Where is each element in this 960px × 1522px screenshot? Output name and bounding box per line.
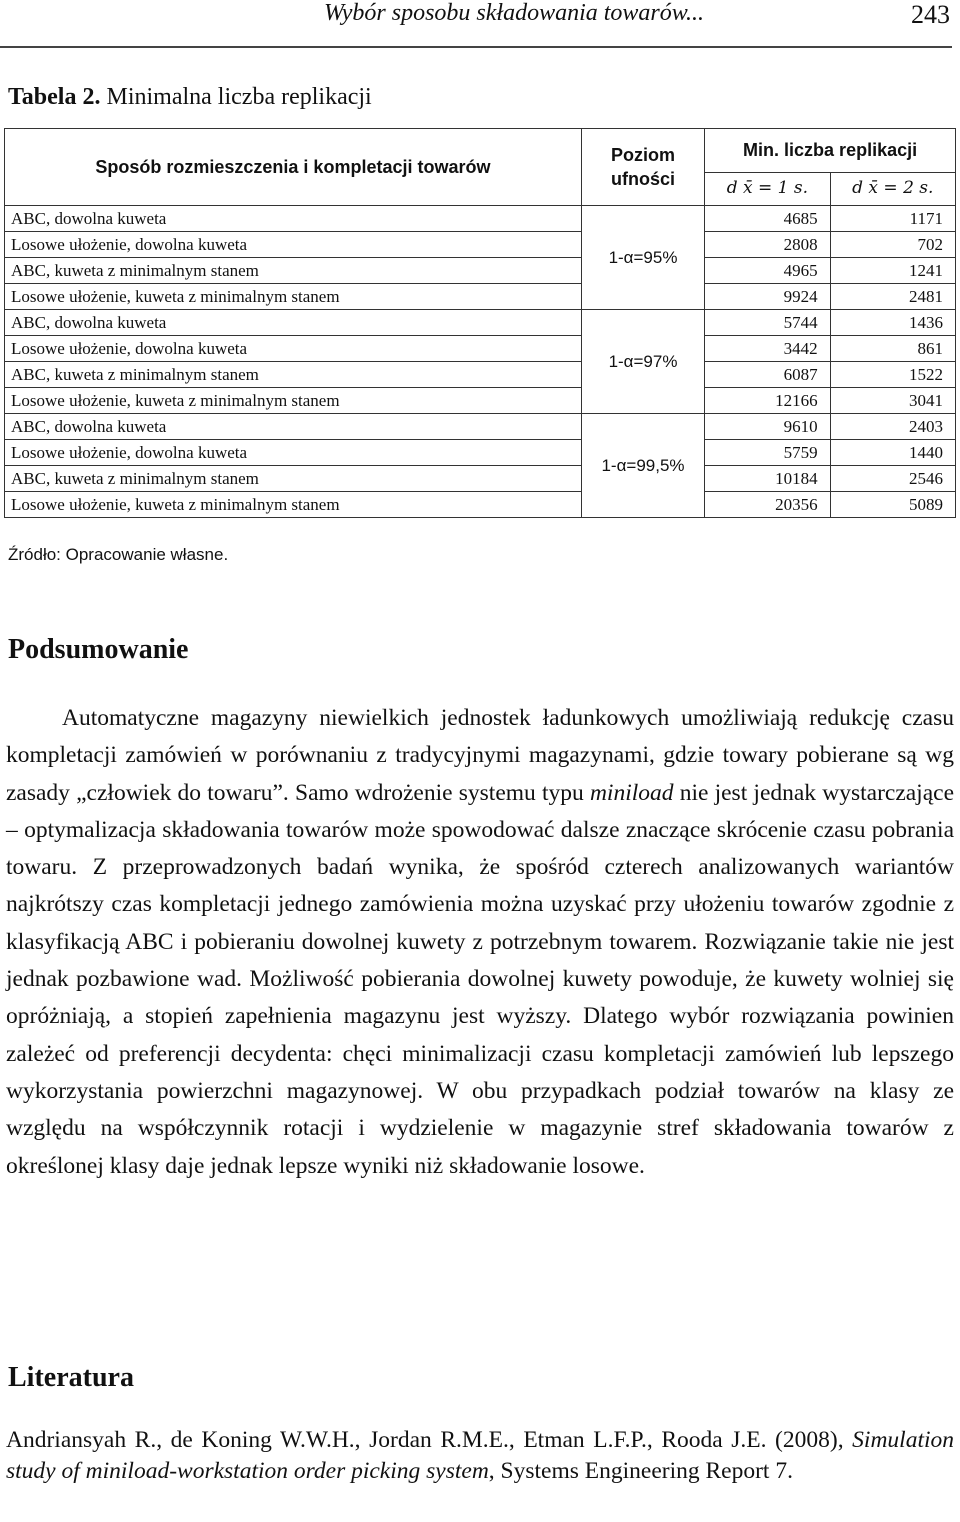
cell-method: ABC, dowolna kuweta bbox=[5, 206, 582, 232]
table-row bbox=[5, 466, 956, 492]
reference-title: Simulation study of miniload-workstation order picking system bbox=[6, 1427, 955, 1484]
cell-replications-2s: 861 bbox=[830, 336, 955, 362]
cell-replications-2s: 2403 bbox=[830, 414, 955, 440]
table-row bbox=[5, 440, 956, 466]
table-caption-label: Tabela 2. bbox=[8, 84, 101, 110]
summary-text-a: Automatyczne magazyny niewielkich jednostek ładunkowych umożliwiają redukcję czasu kompletacji zamówień w porównaniu z tradycyjnymi magazynami, gdzie towary pobierane są wg zasady „człowiek do towaru”. Samo wdrożenie systemu typu bbox=[6, 705, 954, 806]
table-row bbox=[5, 362, 956, 388]
literature-heading: Literatura bbox=[8, 1362, 134, 1393]
cell-confidence-level: 1-α=95% bbox=[581, 206, 704, 310]
table-row bbox=[5, 258, 956, 284]
cell-replications-1s: 20356 bbox=[705, 492, 830, 518]
cell-replications-2s: 1522 bbox=[830, 362, 955, 388]
summary-term-miniload: miniload bbox=[589, 779, 674, 806]
cell-replications-2s: 1171 bbox=[830, 206, 955, 232]
cell-method: Losowe ułożenie, dowolna kuweta bbox=[5, 232, 582, 258]
reference-authors: Andriansyah R., de Koning W.W.H., Jordan R.M.E., Etman L.F.P., Rooda J.E. (2008), bbox=[6, 1427, 844, 1453]
cell-replications-2s: 3041 bbox=[830, 388, 955, 414]
running-title: Wybór sposobu składowania towarów... bbox=[323, 0, 704, 26]
cell-replications-2s: 2546 bbox=[830, 466, 955, 492]
cell-method: Losowe ułożenie, dowolna kuweta bbox=[5, 336, 582, 362]
cell-replications-1s: 3442 bbox=[705, 336, 830, 362]
header-method: Sposób rozmieszczenia i kompletacji towarów bbox=[5, 129, 582, 206]
cell-replications-2s: 1436 bbox=[830, 310, 955, 336]
table-row bbox=[5, 232, 956, 258]
summary-paragraph bbox=[6, 700, 954, 1185]
summary-body bbox=[6, 700, 954, 1185]
table-caption bbox=[8, 84, 372, 111]
table-row bbox=[5, 284, 956, 310]
table-row bbox=[5, 336, 956, 362]
cell-replications-2s: 1440 bbox=[830, 440, 955, 466]
summary-heading: Podsumowanie bbox=[8, 634, 189, 665]
cell-confidence-level: 1-α=97% bbox=[581, 310, 704, 414]
cell-method: Losowe ułożenie, kuweta z minimalnym stanem bbox=[5, 492, 582, 518]
table-caption-text: Minimalna liczba replikacji bbox=[106, 84, 372, 110]
cell-replications-2s: 702 bbox=[830, 232, 955, 258]
cell-replications-2s: 2481 bbox=[830, 284, 955, 310]
cell-method: ABC, kuweta z minimalnym stanem bbox=[5, 466, 582, 492]
cell-replications-1s: 2808 bbox=[705, 232, 830, 258]
cell-replications-1s: 5759 bbox=[705, 440, 830, 466]
table-row bbox=[5, 492, 956, 518]
reference-entry bbox=[6, 1425, 954, 1487]
header-min-replications: Min. liczba replikacji bbox=[705, 129, 956, 173]
cell-method: ABC, kuweta z minimalnym stanem bbox=[5, 258, 582, 284]
table-row bbox=[5, 388, 956, 414]
cell-confidence-level: 1-α=99,5% bbox=[581, 414, 704, 518]
cell-replications-1s: 6087 bbox=[705, 362, 830, 388]
summary-text-b: nie jest jednak wystarczające – optymalizacja składowania towarów może spowodować dalsze znaczące skrócenie czasu pobrania towaru. Z przeprowadzonych badań wynika, że spośród czterech analizowanych wariantów najkrótszy czas kompletacji jednego zamówienia można uzyskać przy ułożeniu towarów zgodnie z klasyfikacją ABC i pobieraniu dowolnej kuwety z potrzebnym towarem. Rozwiązanie takie nie jest jednak pozbawione wad. Możliwość pobierania dowolnej kuwety powoduje, że kuwety wolniej się opróżniają, a stopień zapełnienia magazynu jest wyższy. Dlatego wybór rozwiązania powinien zależeć od preferencji decydenta: chęci minimalizacji czasu kompletacji zamówień lub lepszego wykorzystania powierzchni magazynowej. W obu przypadkach podział towarów na klasy ze względu na współczynnik rotacji i wydzielenie w magazynie stref składowania towarów z określonej klasy daje jednak lepsze wyniki niż składowanie losowe. bbox=[6, 779, 955, 1179]
subheader-d2: d x̄ = 2 s. bbox=[830, 172, 955, 205]
cell-replications-1s: 5744 bbox=[705, 310, 830, 336]
cell-replications-1s: 10184 bbox=[705, 466, 830, 492]
cell-replications-2s: 1241 bbox=[830, 258, 955, 284]
page-number: 243 bbox=[911, 0, 950, 29]
running-header bbox=[0, 0, 952, 48]
cell-replications-2s: 5089 bbox=[830, 492, 955, 518]
cell-replications-1s: 4685 bbox=[705, 206, 830, 232]
cell-replications-1s: 9610 bbox=[705, 414, 830, 440]
cell-replications-1s: 9924 bbox=[705, 284, 830, 310]
replication-table bbox=[4, 128, 956, 518]
subheader-d1: d x̄ = 1 s. bbox=[705, 172, 830, 205]
reference-rest: , Systems Engineering Report 7. bbox=[488, 1458, 793, 1484]
cell-method: Losowe ułożenie, kuweta z minimalnym stanem bbox=[5, 388, 582, 414]
table-row bbox=[5, 414, 956, 440]
cell-method: ABC, dowolna kuweta bbox=[5, 310, 582, 336]
table-row bbox=[5, 206, 956, 232]
table-source: Źródło: Opracowanie własne. bbox=[8, 545, 229, 564]
header-confidence-level: Poziom ufności bbox=[581, 129, 704, 206]
cell-replications-1s: 12166 bbox=[705, 388, 830, 414]
cell-method: ABC, dowolna kuweta bbox=[5, 414, 582, 440]
cell-method: Losowe ułożenie, dowolna kuweta bbox=[5, 440, 582, 466]
cell-replications-1s: 4965 bbox=[705, 258, 830, 284]
table-row bbox=[5, 310, 956, 336]
cell-method: Losowe ułożenie, kuweta z minimalnym stanem bbox=[5, 284, 582, 310]
cell-method: ABC, kuweta z minimalnym stanem bbox=[5, 362, 582, 388]
